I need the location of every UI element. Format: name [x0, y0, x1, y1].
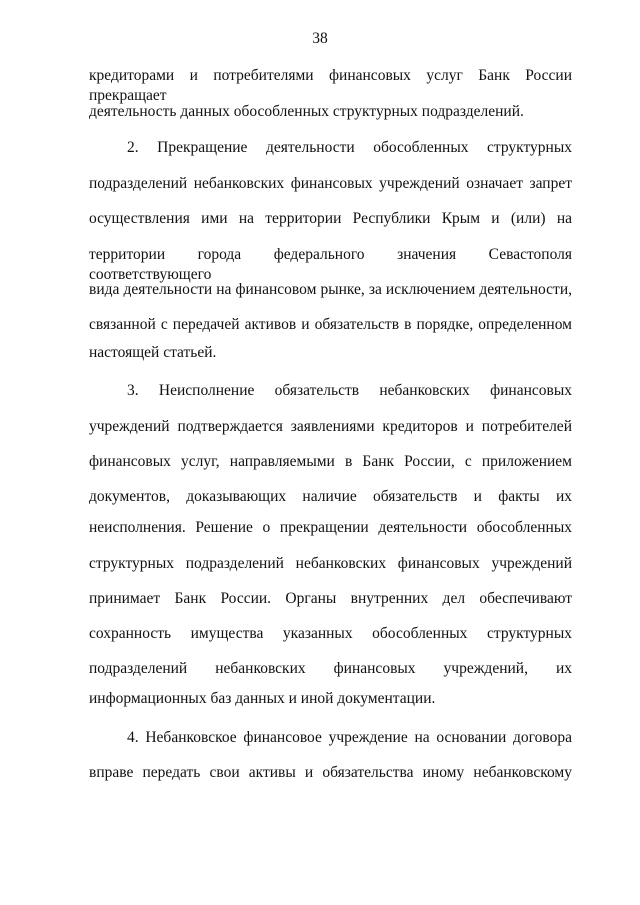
text-line: подразделений небанковских финансовых учреждений, их [89, 660, 572, 677]
text-line: территории города федерального значения Севастополя соответствующего [89, 246, 572, 283]
page-number: 38 [312, 30, 328, 47]
text-line: вида деятельности на финансовом рынке, за исключением деятельности, [89, 281, 572, 298]
text-line: кредиторами и потребителями финансовых услуг Банк России прекращает [89, 67, 572, 104]
text-line: настоящей статьей. [89, 344, 217, 361]
text-line: связанной с передачей активов и обязательств в порядке, определенном [89, 316, 572, 333]
text-line: структурных подразделений небанковских финансовых учреждений [89, 555, 572, 572]
text-line: вправе передать свои активы и обязательства иному небанковскому [89, 764, 572, 781]
text-line: информационных баз данных и иной документации. [89, 690, 436, 707]
text-line: финансовых услуг, направляемыми в Банк России, с приложением [89, 453, 572, 470]
paragraph-2-start: 2. Прекращение деятельности обособленных структурных [127, 139, 572, 156]
text-line: учреждений подтверждается заявлениями кредиторов и потребителей [89, 418, 572, 435]
paragraph-3-start: 3. Неисполнение обязательств небанковских финансовых [127, 382, 572, 399]
text-line: осуществления ими на территории Республики Крым и (или) на [89, 210, 572, 227]
text-line: неисполнения. Решение о прекращении деятельности обособленных [89, 519, 572, 536]
text-line: документов, доказывающих наличие обязательств и факты их [89, 488, 572, 505]
text-line: принимает Банк России. Органы внутренних дел обеспечивают [89, 590, 572, 607]
text-line: деятельность данных обособленных структурных подразделений. [89, 103, 524, 120]
text-line: подразделений небанковских финансовых учреждений означает запрет [89, 175, 572, 192]
paragraph-4-start: 4. Небанковское финансовое учреждение на основании договора [127, 729, 572, 746]
text-line: сохранность имущества указанных обособленных структурных [89, 625, 572, 642]
